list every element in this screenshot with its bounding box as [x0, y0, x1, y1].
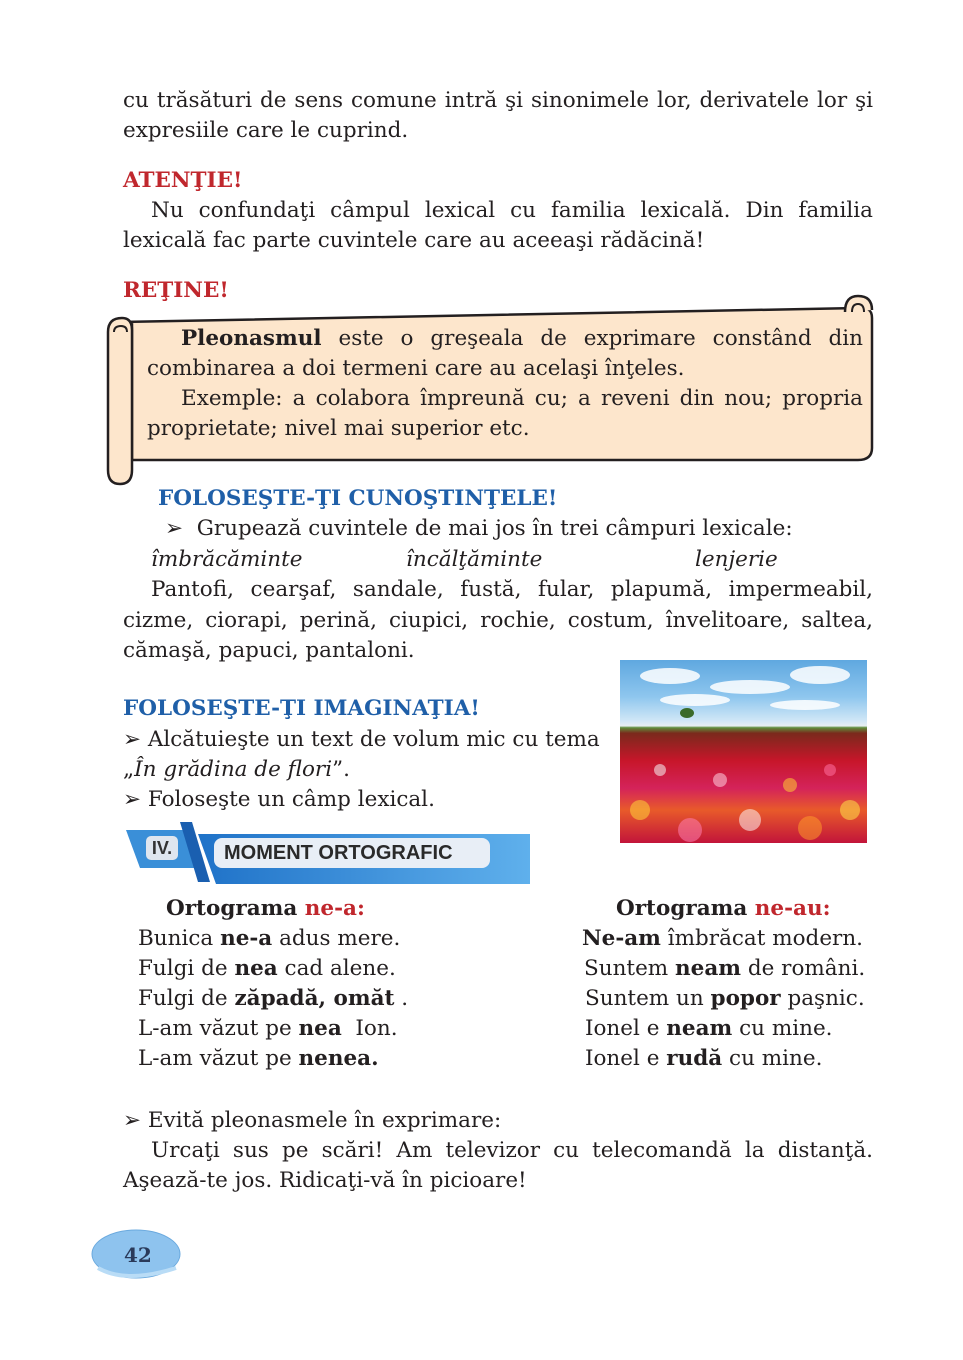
atentie-heading: ATENŢIE! [123, 168, 243, 193]
pleonasme-line-2: Aşează-te jos. Ridicaţi-vă în picioare! [123, 1168, 527, 1193]
retine-heading: REŢINE! [123, 278, 229, 303]
pleonasme-task: ➢ Evită pleonasmele în exprimare: [123, 1108, 502, 1133]
ortograma-right-row: Suntem neam de români. [584, 956, 866, 981]
moment-number: IV. [146, 836, 178, 860]
imaginatia-task-2: ➢ Foloseşte un câmp lexical. [123, 787, 435, 812]
imaginatia-theme: „În grădina de flori”. [123, 757, 350, 782]
pleonasm-definition-line-1: Pleonasmul este o greşeala de exprimare constând din [181, 326, 863, 351]
imaginatia-heading: FOLOSEŞTE-ŢI IMAGINAŢIA! [123, 696, 480, 721]
bullet-icon: ➢ [165, 516, 184, 541]
ortograma-right-row: Ne-am îmbrăcat modern. [582, 926, 864, 951]
ortograma-left-column [138, 894, 408, 1074]
ortograma-left-row: Bunica ne-a adus mere. [138, 926, 401, 951]
ortograma-left-row: L-am văzut pe nenea. [138, 1046, 379, 1071]
ortograma-right-column [582, 894, 865, 1074]
ortograma-left-row: Fulgi de zăpadă, omăt . [138, 986, 409, 1011]
field-3: lenjerie [695, 547, 778, 572]
ortograma-left-row: L-am văzut pe nea Ion. [138, 1016, 398, 1041]
ortograma-left-row: Fulgi de nea cad alene. [138, 956, 396, 981]
pleonasm-term: Pleonasmul [181, 326, 322, 351]
ortograma-right-row: Suntem un popor paşnic. [585, 986, 865, 1011]
pleonasm-examples-line-2: proprietate; nivel mai superior etc. [147, 416, 530, 441]
pleonasm-definition-line-2: combinarea a doi termeni care au acelaşi înţeles. [147, 356, 685, 381]
words-line-3: cămaşă, papuci, pantaloni. [123, 638, 415, 663]
cunostinte-task: ➢ Grupează cuvintele de mai jos în trei câmpuri lexicale: [165, 516, 793, 541]
words-line-1: Pantofi, cearşaf, sandale, fustă, fular, plapumă, impermeabil, [151, 577, 873, 602]
ortograma-right-row: Ionel e rudă cu mine. [585, 1046, 823, 1071]
intro-line-1: cu trăsături de sens comune intră şi sinonimele lor, derivatele lor şi [123, 88, 873, 113]
cunostinte-heading: FOLOSEŞTE-ŢI CUNOŞTINŢELE! [158, 486, 558, 511]
scroll-content [147, 324, 863, 444]
ortograma-right-row: Ionel e neam cu mine. [585, 1016, 833, 1041]
atentie-line-2: lexicală fac parte cuvintele care au aceeaşi rădăcină! [123, 228, 705, 253]
atentie-line-1: Nu confundaţi câmpul lexical cu familia lexicală. Din familia [151, 198, 873, 223]
flower-field-image [620, 660, 867, 843]
pleonasm-examples-line-1: Exemple: a colabora împreună cu; a reveni din nou; propria [181, 386, 863, 411]
imaginatia-task-1: ➢ Alcătuieşte un text de volum mic cu tema [123, 727, 600, 752]
bullet-icon: ➢ [123, 727, 142, 752]
words-line-2: cizme, ciorapi, perină, ciupici, rochie, costum, învelitoare, saltea, [123, 608, 873, 633]
field-2: încălţăminte [406, 547, 543, 572]
ortograma-right-heading: Ortograma ne-au: [616, 896, 831, 921]
bullet-icon: ➢ [123, 1108, 142, 1133]
moment-title: MOMENT ORTOGRAFIC [214, 838, 490, 868]
page-number: 42 [124, 1243, 152, 1267]
field-1: îmbrăcăminte [151, 547, 303, 572]
intro-line-2: expresiile care le cuprind. [123, 118, 409, 143]
bullet-icon: ➢ [123, 787, 142, 812]
pleonasme-line-1: Urcaţi sus pe scări! Am televizor cu telecomandă la distanţă. [151, 1138, 873, 1163]
ortograma-left-heading: Ortograma ne-a: [166, 896, 365, 921]
